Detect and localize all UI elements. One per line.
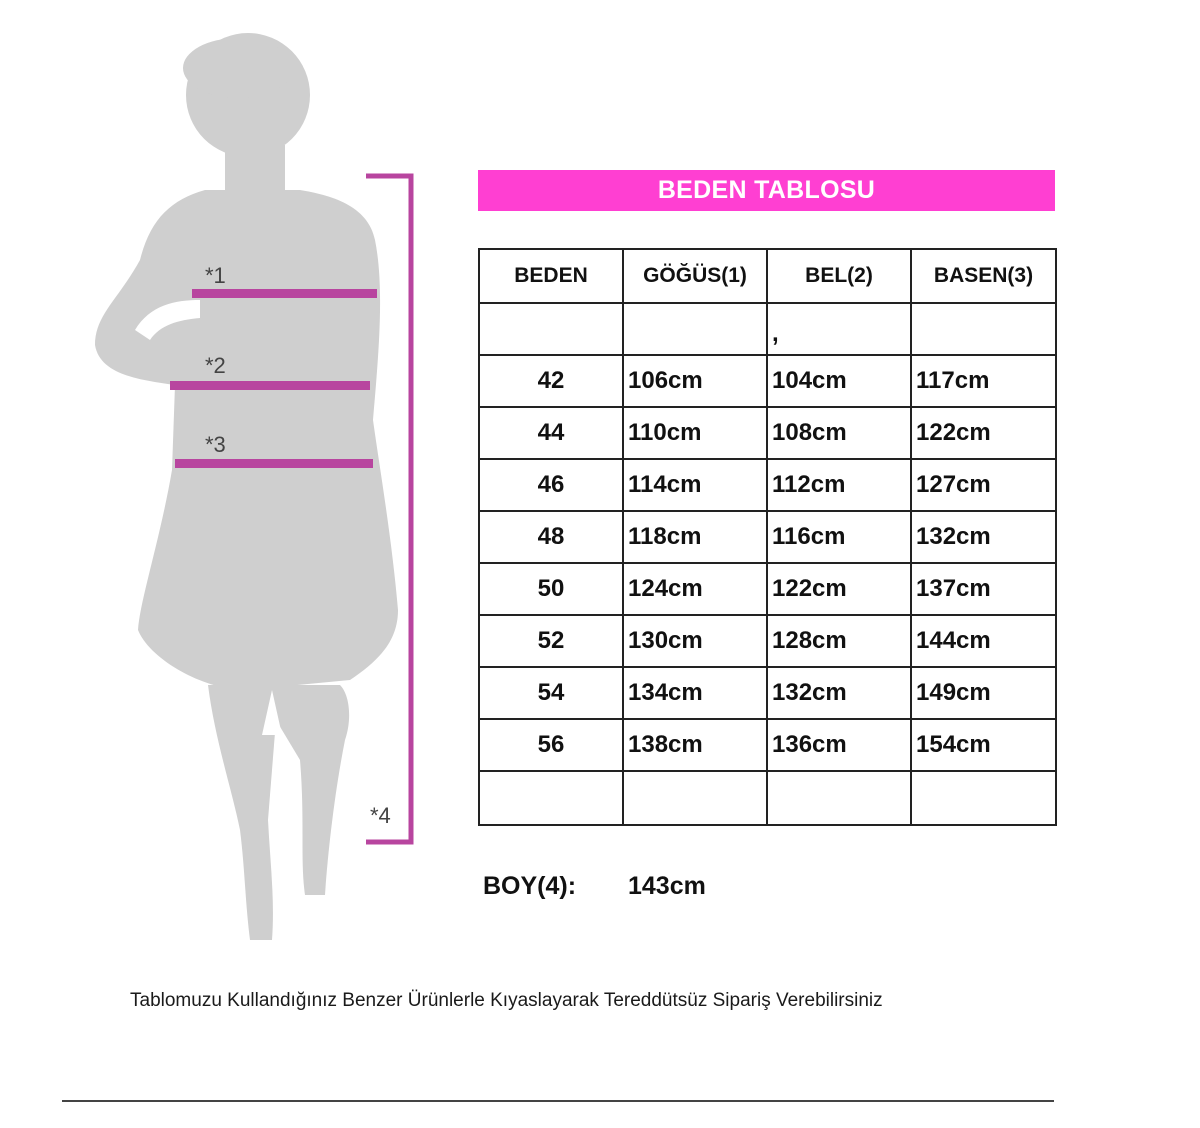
table-row — [479, 719, 1056, 771]
cell-bel: 104cm — [767, 355, 911, 407]
header-basen: BASEN(3) — [911, 249, 1056, 303]
empty-row — [479, 771, 1056, 825]
cell-size: 46 — [479, 459, 623, 511]
table-row — [479, 667, 1056, 719]
mark-4-label: *4 — [370, 803, 391, 828]
cell-bel: 112cm — [767, 459, 911, 511]
size-table — [478, 248, 1057, 826]
cell-basen: 137cm — [911, 563, 1056, 615]
cell-bel: 128cm — [767, 615, 911, 667]
cell-size: 54 — [479, 667, 623, 719]
measure-line-1 — [192, 289, 377, 298]
table-row — [479, 615, 1056, 667]
footer-note: Tablomuzu Kullandığınız Benzer Ürünlerle Kıyaslayarak Tereddütsüz Sipariş Verebilirsiniz — [130, 990, 883, 1011]
table-row — [479, 563, 1056, 615]
table-row — [479, 511, 1056, 563]
mark-2-label: *2 — [205, 353, 226, 378]
cell-size: 56 — [479, 719, 623, 771]
table-row — [479, 459, 1056, 511]
stray-mark: , — [772, 320, 779, 347]
table-row — [479, 355, 1056, 407]
cell-gogus: 124cm — [623, 563, 767, 615]
mark-3-label: *3 — [205, 432, 226, 457]
cell-gogus: 134cm — [623, 667, 767, 719]
cell-bel: 108cm — [767, 407, 911, 459]
header-gogus: GÖĞÜS(1) — [623, 249, 767, 303]
cell-bel: 116cm — [767, 511, 911, 563]
cell-basen: 144cm — [911, 615, 1056, 667]
boy-value: 143cm — [628, 872, 706, 900]
cell-basen: 132cm — [911, 511, 1056, 563]
cell-bel: 136cm — [767, 719, 911, 771]
cell-gogus: 130cm — [623, 615, 767, 667]
cell-size: 44 — [479, 407, 623, 459]
cell-gogus: 106cm — [623, 355, 767, 407]
bottom-divider — [62, 1100, 1054, 1102]
silhouette-shape — [95, 33, 398, 940]
cell-basen: 122cm — [911, 407, 1056, 459]
table-title: BEDEN TABLOSU — [478, 170, 1055, 211]
cell-size: 52 — [479, 615, 623, 667]
cell-basen: 154cm — [911, 719, 1056, 771]
cell-basen: 127cm — [911, 459, 1056, 511]
cell-size: 42 — [479, 355, 623, 407]
empty-row — [479, 303, 1056, 355]
cell-size: 48 — [479, 511, 623, 563]
cell-gogus: 114cm — [623, 459, 767, 511]
header-bel: BEL(2) — [767, 249, 911, 303]
cell-bel: 132cm — [767, 667, 911, 719]
measure-line-2 — [170, 381, 370, 390]
header-row — [479, 249, 1056, 303]
cell-gogus: 110cm — [623, 407, 767, 459]
figure-silhouette — [0, 0, 440, 960]
cell-gogus: 118cm — [623, 511, 767, 563]
cell-basen: 117cm — [911, 355, 1056, 407]
cell-bel: 122cm — [767, 563, 911, 615]
cell-gogus: 138cm — [623, 719, 767, 771]
measure-line-3 — [175, 459, 373, 468]
header-beden: BEDEN — [479, 249, 623, 303]
mark-1-label: *1 — [205, 263, 226, 288]
cell-basen: 149cm — [911, 667, 1056, 719]
table-row — [479, 407, 1056, 459]
boy-label: BOY(4): — [483, 872, 577, 900]
cell-size: 50 — [479, 563, 623, 615]
